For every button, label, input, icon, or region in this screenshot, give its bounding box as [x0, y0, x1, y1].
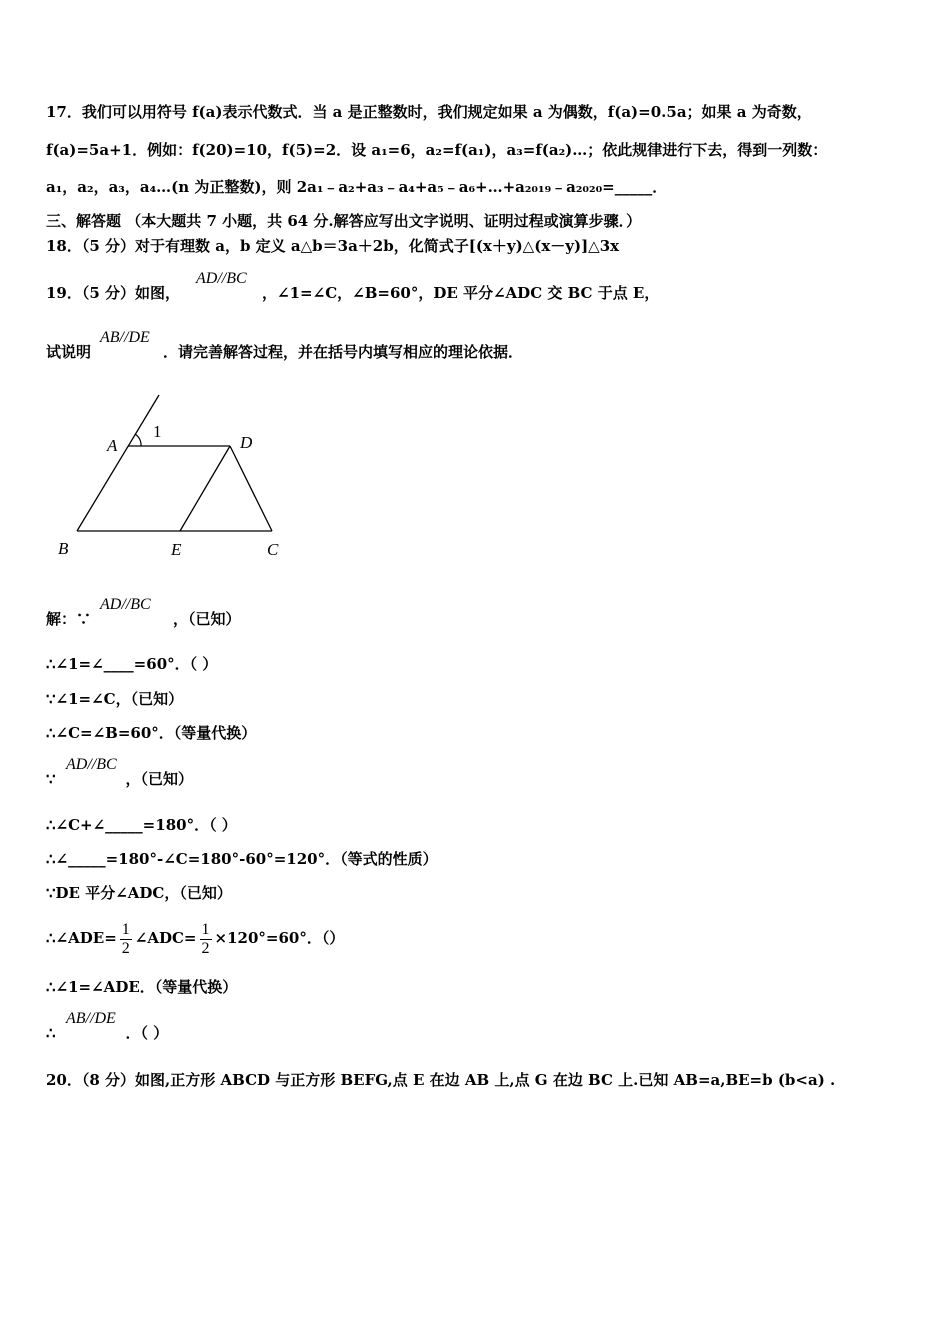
fraction-half-2: $\frac{1}{2}$: [201, 920, 210, 957]
sol-line9-b: ∠ADC=: [134, 929, 197, 947]
sol-parallel-2: AD//BC: [66, 756, 117, 773]
sol-line5: [46, 769, 193, 789]
sol-line2: ∴∠1=∠____=60°．（ ）: [46, 655, 218, 673]
sol-line1: [46, 609, 241, 629]
segment-de: [180, 446, 230, 531]
line-ba-extended: [77, 395, 159, 531]
segment-dc: [230, 446, 272, 531]
sol-line5-a: ∵: [46, 770, 56, 788]
sol-line5-b: ，（已知）: [125, 770, 194, 788]
q19-parallel-1: AD//BC: [196, 270, 247, 287]
q19-line2-a: 试说明: [46, 343, 92, 361]
label-b: B: [58, 539, 69, 558]
q19-parallel-2: AB//DE: [100, 329, 150, 346]
q19-line1-b: ，∠1=∠C，∠B=60°，DE 平分∠ADC 交 BC 于点 E，: [262, 284, 660, 302]
sol-line10: ∴∠1=∠ADE．（等量代换）: [46, 978, 238, 996]
label-a: A: [107, 436, 118, 455]
geometry-figure: [50, 385, 310, 570]
section-heading: 三、解答题 （本大题共 7 小题，共 64 分.解答应写出文字说明、证明过程或演算步骤．）: [46, 212, 642, 230]
angle-1-arc: [135, 434, 141, 446]
label-d: D: [240, 433, 253, 452]
q20-text: 20．（8 分）如图,正方形 ABCD 与正方形 BEFG,点 E 在边 AB 上,点 G 在边 BC 上.已知 AB=a,BE=b (b<a) .: [46, 1071, 836, 1089]
label-e: E: [171, 540, 182, 559]
q18-text: 18．（5 分）对于有理数 a，b 定义 a△b＝3a＋2b，化简式子[(x＋y)△(x－y)]△3x: [46, 237, 620, 255]
sol-line11-a: ∴: [46, 1024, 56, 1042]
sol-parallel-1: AD//BC: [100, 596, 151, 613]
sol-line9-a: ∴∠ADE=: [46, 929, 117, 947]
sol-line1-a: 解：∵: [46, 610, 92, 628]
sol-line4: ∴∠C=∠B=60°．（等量代换）: [46, 724, 257, 742]
q17-line1: 17．我们可以用符号 f(a)表示代数式．当 a 是正整数时，我们规定如果 a 为偶数，f(a)=0.5a；如果 a 为奇数，: [46, 103, 812, 121]
fraction-half-1: $\frac{1}{2}$: [121, 920, 130, 957]
q19-line2-b: ．请完善解答过程，并在括号内填写相应的理论依据．: [163, 343, 524, 361]
q19-line1-a: 19．（5 分）如图，: [46, 284, 181, 302]
label-c: C: [267, 540, 279, 559]
q17-line2: f(a)=5a+1．例如：f(20)=10，f(5)=2．设 a₁=6，a₂=f(a₁)，a₃=f(a₂)…；依此规律进行下去，得到一列数：: [46, 141, 828, 159]
q19-line2: [46, 342, 523, 362]
sol-line11-b: ．（ ）: [125, 1024, 169, 1042]
label-angle-1: 1: [153, 422, 162, 441]
sol-line3: ∵∠1=∠C，（已知）: [46, 690, 184, 708]
sol-line7: ∴∠_____=180°-∠C=180°-60°=120°．（等式的性质）: [46, 850, 438, 868]
q17-line3: a₁，a₂，a₃，a₄…(n 为正整数)，则 2a₁﹣a₂+a₃﹣a₄+a₅﹣a₆+…+a₂₀₁₉﹣a₂₀₂₀=_____．: [46, 178, 668, 196]
sol-line6: ∴∠C+∠_____=180°．（ ）: [46, 816, 237, 834]
sol-line1-b: ，（已知）: [173, 610, 241, 628]
sol-line9-c: ×120°=60°．（）: [214, 929, 345, 947]
sol-line9: [46, 918, 344, 958]
sol-parallel-3: AB//DE: [66, 1010, 116, 1027]
q19-line1: [46, 283, 659, 303]
sol-line8: ∵DE 平分∠ADC，（已知）: [46, 884, 232, 902]
sol-line11: [46, 1023, 168, 1043]
